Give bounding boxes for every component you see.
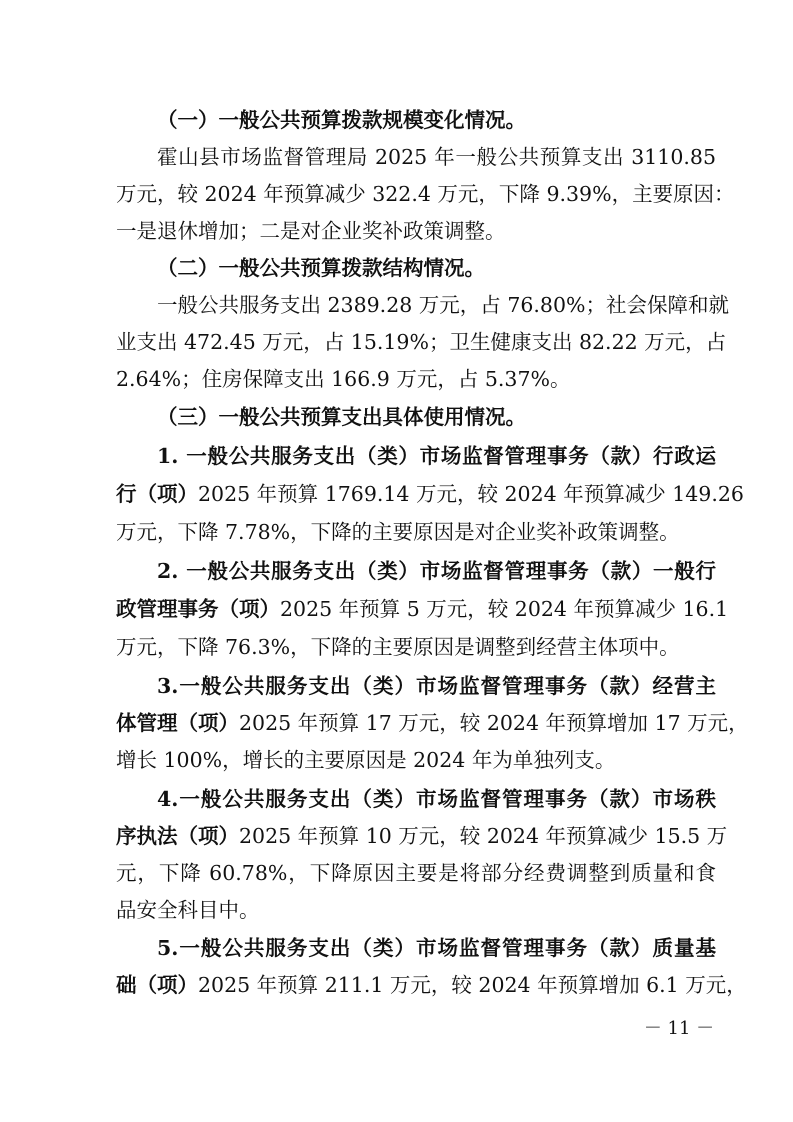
- item-4-title-line: 4.一般公共服务支出（类）市场监督管理事务（款）市场秩: [157, 787, 716, 811]
- item-2-line-3: 万元，下降 76.3%，下降的主要原因是调整到经营主体项中。: [116, 635, 680, 659]
- item-1-line-3: 万元，下降 7.78%，下降的主要原因是对企业奖补政策调整。: [116, 520, 680, 544]
- item-3-title-line: 3.一般公共服务支出（类）市场监督管理事务（款）经营主: [157, 674, 716, 698]
- item-4-line-3: 元，下降 60.78%，下降原因主要是将部分经费调整到质量和食: [116, 861, 716, 885]
- item-2-text: 2025 年预算 5 万元，较 2024 年预算减少 16.1: [280, 597, 729, 621]
- item-1-text: 2025 年预算 1769.14 万元，较 2024 年预算减少 149.26: [198, 482, 744, 506]
- item-2-title-end: 政管理事务（项）: [116, 597, 280, 621]
- item-4-title-end: 序执法（项）: [116, 824, 239, 848]
- item-5-line-2: [116, 971, 747, 999]
- item-3-title-end: 体管理（项）: [116, 711, 239, 735]
- item-4-line-2: [116, 822, 728, 850]
- item-1-line-2: [116, 480, 744, 508]
- item-2-title-line: 2. 一般公共服务支出（类）市场监督管理事务（款）一般行: [157, 559, 716, 583]
- item-5-title-line: 5.一般公共服务支出（类）市场监督管理事务（款）质量基: [157, 936, 716, 960]
- section-1-paragraph-line: 一是退休增加；二是对企业奖补政策调整。: [116, 219, 506, 243]
- item-3-line-2: [116, 709, 749, 737]
- section-2-paragraph-line: 业支出 472.45 万元，占 15.19%；卫生健康支出 82.22 万元，占: [116, 330, 727, 354]
- section-2-paragraph-line: 一般公共服务支出 2389.28 万元，占 76.80%；社会保障和就: [157, 293, 729, 317]
- section-2-paragraph-line: 2.64%；住房保障支出 166.9 万元，占 5.37%。: [116, 367, 571, 391]
- item-5-title-end: 础（项）: [116, 973, 198, 997]
- section-2-heading: （二）一般公共预算拨款结构情况。: [157, 256, 485, 280]
- item-2-line-2: [116, 595, 729, 623]
- item-4-text: 2025 年预算 10 万元，较 2024 年预算减少 15.5 万: [239, 824, 728, 848]
- item-4-line-4: 品安全科目中。: [116, 898, 260, 922]
- item-5-text: 2025 年预算 211.1 万元，较 2024 年预算增加 6.1 万元，: [198, 973, 747, 997]
- page-number: － 11 －: [643, 1018, 715, 1039]
- item-1-title-line: 1. 一般公共服务支出（类）市场监督管理事务（款）行政运: [157, 444, 716, 468]
- section-3-heading: （三）一般公共预算支出具体使用情况。: [157, 405, 526, 429]
- section-1-paragraph-line: 万元，较 2024 年预算减少 322.4 万元，下降 9.39%，主要原因：: [116, 182, 735, 206]
- item-3-line-3: 增长 100%，增长的主要原因是 2024 年为单独列支。: [116, 748, 616, 772]
- item-1-title-end: 行（项）: [116, 482, 198, 506]
- item-3-text: 2025 年预算 17 万元，较 2024 年预算增加 17 万元，: [239, 711, 749, 735]
- section-1-heading: （一）一般公共预算拨款规模变化情况。: [157, 108, 526, 132]
- section-1-paragraph-line: 霍山县市场监督管理局 2025 年一般公共预算支出 3110.85: [157, 145, 716, 169]
